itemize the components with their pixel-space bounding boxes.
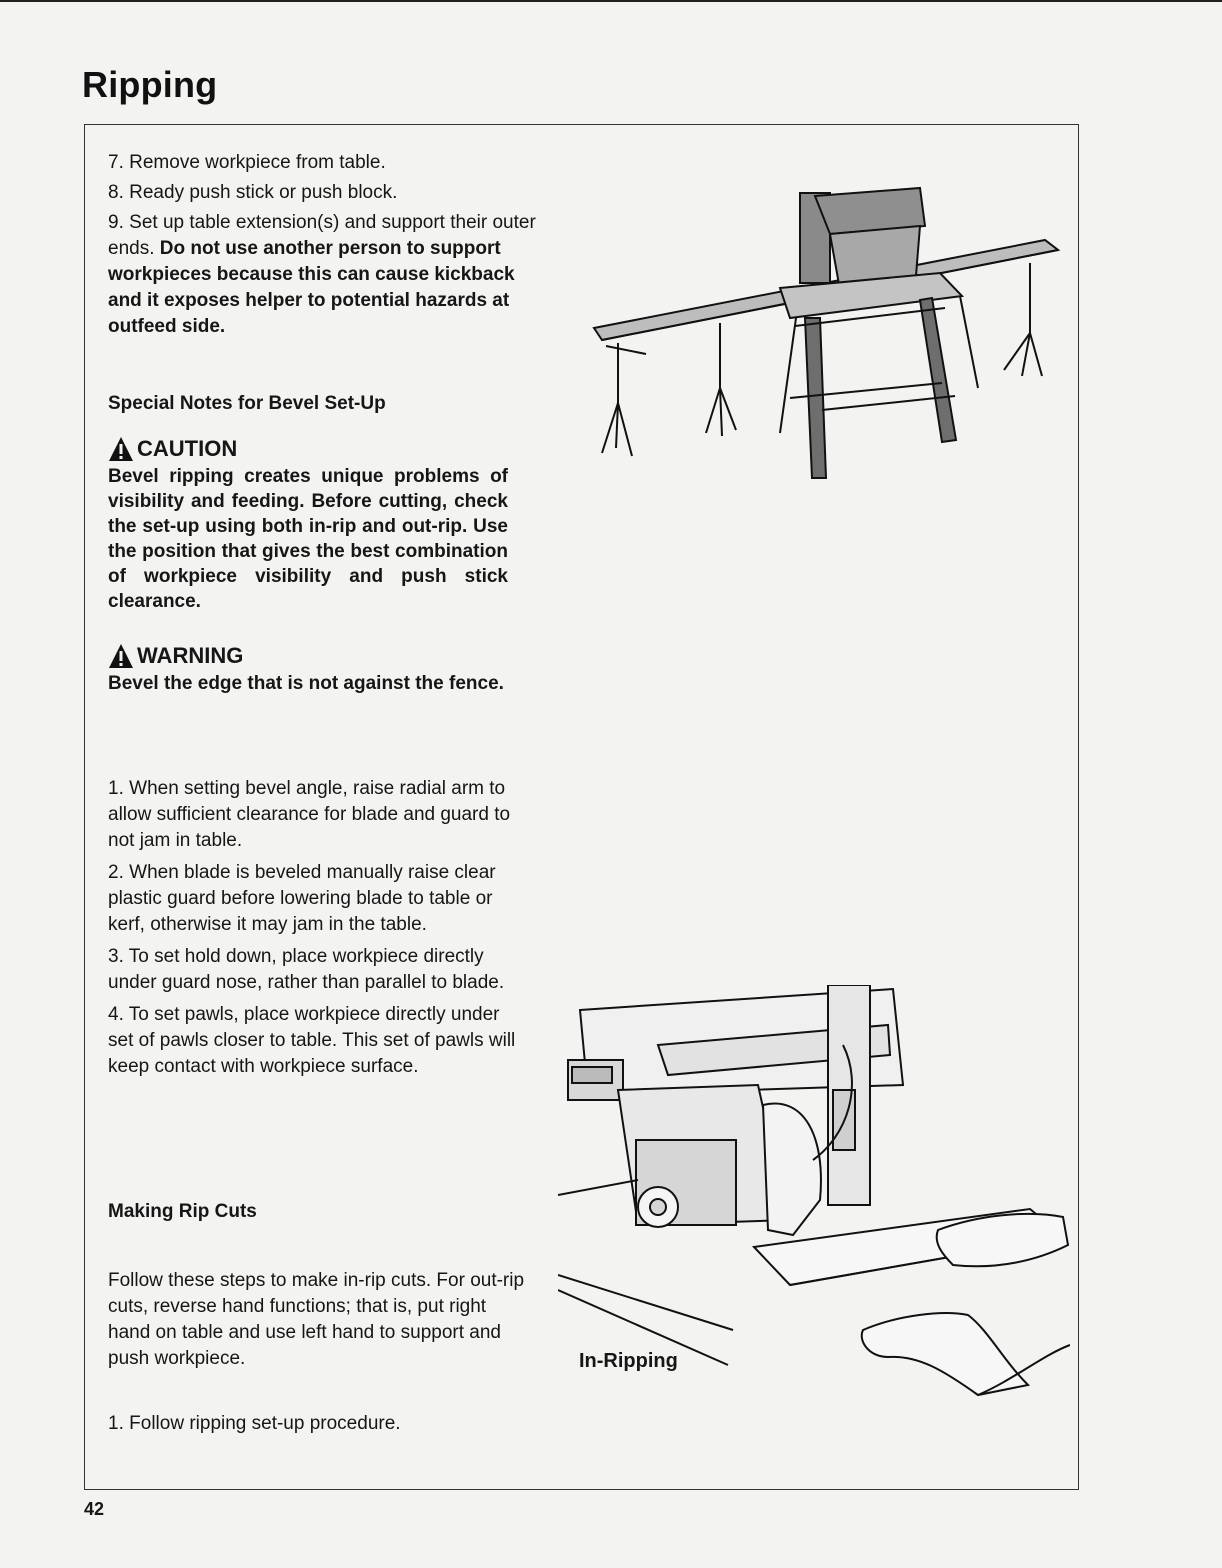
step-9-warning-text: Do not use another person to support workpieces because this can cause kickback and it exposes helper to potential hazards at outfeed side. <box>108 238 515 337</box>
caution-notice <box>108 434 508 614</box>
bevel-step-3: 3. To set hold down, place workpiece directly under guard nose, rather than parallel to blade. <box>108 946 505 993</box>
bevel-heading: Special Notes for Bevel Set-Up <box>108 393 386 414</box>
step-7: 7. Remove workpiece from table. <box>108 152 386 173</box>
top-rule <box>0 0 1222 2</box>
steps-top <box>108 150 536 340</box>
rip-step-1: 1. Follow ripping set-up procedure. <box>108 1413 401 1434</box>
saw-table-extension-illustration <box>590 178 1070 488</box>
page-number: 42 <box>84 1499 105 1519</box>
warning-text: Bevel the edge that is not against the fence. <box>108 673 504 694</box>
bevel-step-1: 1. When setting bevel angle, raise radial arm to allow sufficient clearance for blade and guard to not jam in table. <box>108 778 511 851</box>
caution-text: Bevel ripping creates unique problems of visibility and feeding. Before cutting, check the set-up using both in-rip and out-rip. Use the position that gives the best combination of workpiece visibility and push stick clearance. <box>108 466 508 612</box>
rip-cuts-intro: Follow these steps to make in-rip cuts. For out-rip cuts, reverse hand functions; that is, put right hand on table and use left hand to support and push workpiece. <box>108 1270 525 1369</box>
warning-triangle-icon <box>108 436 134 462</box>
rip-cuts-heading: Making Rip Cuts <box>108 1201 257 1222</box>
step-8: 8. Ready push stick or push block. <box>108 182 398 203</box>
caution-label: CAUTION <box>137 436 238 461</box>
in-ripping-caption: In-Ripping <box>579 1350 678 1372</box>
step-9: 9. Set up table extension(s) and support their outer ends. Do not use another person to support workpieces because this can cause kickback and it exposes helper to potential hazards at outfeed side. <box>108 212 536 337</box>
warning-label: WARNING <box>137 643 244 668</box>
in-ripping-illustration <box>558 985 1070 1405</box>
warning-notice <box>108 641 508 696</box>
bevel-steps <box>108 776 528 1080</box>
warning-triangle-icon <box>108 643 134 669</box>
bevel-step-4: 4. To set pawls, place workpiece directly under set of pawls closer to table. This set of pawls will keep contact with workpiece surface. <box>108 1004 516 1077</box>
bevel-step-2: 2. When blade is beveled manually raise clear plastic guard before lowering blade to table or kerf, otherwise it may jam in the table. <box>108 862 496 935</box>
page-title: Ripping <box>82 64 218 105</box>
